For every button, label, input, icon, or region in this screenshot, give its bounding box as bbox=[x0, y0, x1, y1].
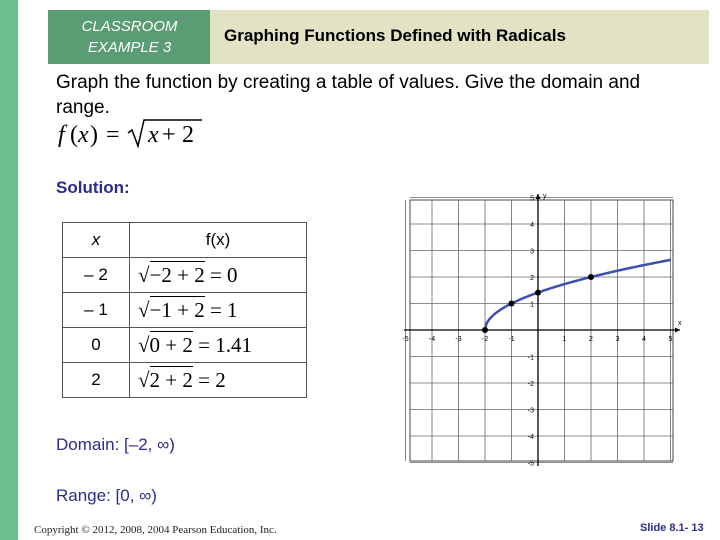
x-tick-label: -4 bbox=[428, 336, 436, 343]
title-banner bbox=[210, 10, 709, 64]
y-tick-label: 2 bbox=[530, 275, 534, 282]
table-row bbox=[63, 258, 307, 293]
y-tick-label: 5 bbox=[530, 195, 534, 203]
x-tick-label: -2 bbox=[481, 336, 489, 343]
y-tick-label: -5 bbox=[527, 460, 534, 468]
table-header-fx: f(x) bbox=[130, 223, 307, 258]
function-curve bbox=[485, 260, 671, 330]
example-label-line2: EXAMPLE 3 bbox=[87, 39, 172, 56]
y-tick-label: -3 bbox=[527, 407, 534, 415]
y-tick-label: 1 bbox=[530, 301, 534, 309]
data-point bbox=[482, 327, 488, 333]
y-tick-label: 3 bbox=[530, 248, 534, 256]
y-tick-label: 4 bbox=[530, 222, 534, 229]
table-cell-fx: √2 + 2 = 2 bbox=[130, 363, 307, 398]
table-cell-x: – 2 bbox=[63, 258, 130, 293]
solution-label: Solution: bbox=[56, 178, 130, 197]
svg-text:(: ( bbox=[70, 122, 78, 148]
x-tick-label: 2 bbox=[589, 336, 593, 343]
x-tick-label: 4 bbox=[642, 336, 646, 343]
table-cell-fx: √−2 + 2 = 0 bbox=[130, 258, 307, 293]
y-axis-arrow bbox=[536, 194, 541, 199]
table-cell-fx: √0 + 2 = 1.41 bbox=[130, 328, 307, 363]
svg-text:x: x bbox=[148, 122, 159, 148]
function-formula bbox=[56, 115, 216, 158]
x-axis-label: x bbox=[678, 320, 682, 327]
svg-text:f: f bbox=[58, 122, 65, 148]
left-accent-bar bbox=[0, 0, 18, 540]
y-tick-label: -4 bbox=[527, 434, 534, 441]
table-cell-x: 0 bbox=[63, 328, 130, 363]
x-tick-label: 3 bbox=[615, 336, 620, 343]
data-point bbox=[588, 274, 594, 280]
values-table bbox=[62, 222, 307, 398]
table-row bbox=[63, 363, 307, 398]
data-point bbox=[535, 290, 541, 296]
x-tick-label: 1 bbox=[562, 336, 567, 343]
function-graph bbox=[396, 190, 696, 470]
svg-text:=: = bbox=[106, 122, 120, 148]
x-axis-arrow bbox=[675, 328, 680, 333]
y-tick-label: -1 bbox=[527, 354, 534, 362]
data-point bbox=[509, 301, 515, 307]
x-tick-label: -5 bbox=[402, 336, 409, 343]
svg-text:+: + bbox=[162, 122, 176, 148]
example-label bbox=[48, 10, 211, 64]
range-statement: Range: [0, ∞) bbox=[56, 486, 157, 505]
slide-title: Graphing Functions Defined with Radicals bbox=[224, 26, 566, 45]
table-cell-fx: √−1 + 2 = 1 bbox=[130, 293, 307, 328]
y-tick-label: -2 bbox=[527, 381, 534, 388]
table-cell-x: – 1 bbox=[63, 293, 130, 328]
domain-statement: Domain: [–2, ∞) bbox=[56, 435, 175, 454]
slide-number: Slide 8.1- 13 bbox=[640, 522, 704, 534]
x-tick-label: -1 bbox=[508, 336, 515, 343]
table-row bbox=[63, 328, 307, 363]
problem-prompt: Graph the function by creating a table of values. Give the domain and range. bbox=[56, 72, 641, 118]
example-label-line1: CLASSROOM bbox=[81, 18, 178, 35]
table-cell-x: 2 bbox=[63, 363, 130, 398]
x-tick-label: -3 bbox=[455, 336, 462, 343]
copyright-notice: Copyright © 2012, 2008, 2004 Pearson Education, Inc. bbox=[34, 524, 277, 536]
svg-text:x: x bbox=[78, 122, 89, 148]
table-header-x: x bbox=[63, 223, 130, 258]
table-header-row bbox=[63, 223, 307, 258]
y-axis-label: y bbox=[543, 193, 547, 200]
table-row bbox=[63, 293, 307, 328]
x-tick-label: 5 bbox=[668, 336, 673, 343]
svg-text:): ) bbox=[90, 122, 98, 148]
svg-text:2: 2 bbox=[182, 122, 194, 148]
function-formula-render bbox=[56, 115, 216, 151]
